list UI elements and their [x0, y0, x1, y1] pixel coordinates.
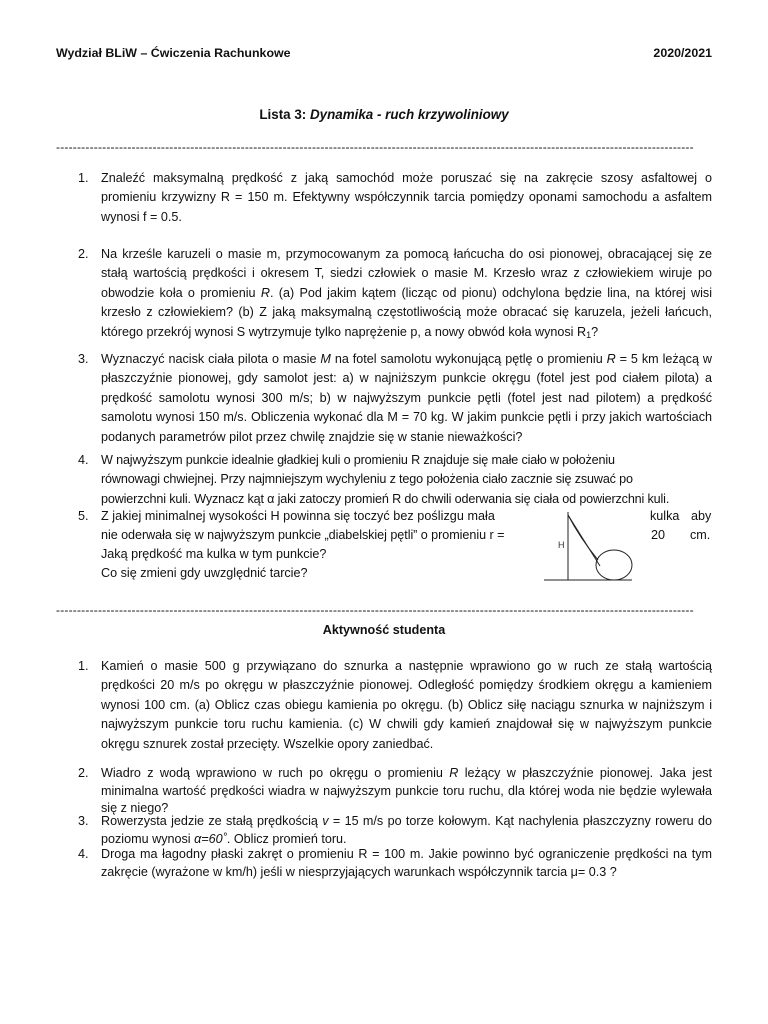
activity-number: 1.: [78, 659, 89, 673]
text-line: cm.: [690, 528, 711, 542]
problem-number: 5.: [78, 509, 89, 523]
text-line: Co się zmieni gdy uwzględnić tarcie?: [101, 566, 308, 580]
loop-circle: [596, 550, 632, 580]
problem-number: 2.: [78, 247, 89, 261]
height-label: H: [558, 540, 565, 550]
activity-text: Kamień o masie 500 g przywiązano do sznurka a następnie wprawiono go w ruch ze stałą wartością prędkości 20 m/s po okręgu w płaszczyźnie pionowej. Odległość pomiędzy środkiem okręgu a kamieniem wynosi 100 cm. (a) Oblicz czas obiegu kamienia po okręgu. (b) Oblicz siłę naciągu sznurka w najniższym i najwyższym punkcie toru ruchu kamienia. (c) W chwili gdy kamień znajdował się w najwyższym punkcie okręgu sznurek został przecięty. Wszelkie opory zaniedbać.: [101, 659, 712, 751]
text-line: kulka: [650, 509, 680, 523]
divider-bottom: --------------------------------------------------------------------------------------------------------------------------------------------------------: [56, 603, 694, 617]
text-part: leżący w płaszczyźnie pionowej. Jaka jest minimalna wartość prędkości wiadra w najwyższym punkcie toru ruchu, dla której woda nie będzie wylewała się z niego?: [101, 766, 712, 815]
activity-text: Droga ma łagodny płaski zakręt o promieniu R = 100 m. Jakie powinno być ograniczenie prędkości na tym zakręcie (wyrażone w km/h) jeśli w niesprzyjających warunkach współczynnik tarcia μ= 0.3 ?: [101, 847, 712, 879]
text-part: na fotel samolotu wykonującą pętlę o promieniu: [330, 352, 607, 366]
header-year: 2020/2021: [653, 46, 712, 60]
text-line: Jaką prędkość ma kulka w tym punkcie?: [101, 547, 327, 561]
activity-4: [56, 846, 712, 881]
symbol-m: M: [320, 352, 331, 366]
activity-text: [101, 813, 712, 848]
title-topic: Dynamika - ruch krzywoliniowy: [309, 107, 509, 122]
problem-text: Znaleźć maksymalną prędkość z jaką samochód może poruszać się na zakręcie szosy asfaltowej o promieniu krzywizny R = 150 m. Efektywny współczynnik tarcia pomiędzy oponami samochodu a asfaltem wynosi f = 0.5.: [101, 171, 712, 224]
activity-1: [56, 657, 712, 754]
symbol-r: R: [606, 352, 616, 366]
problem-text: [101, 350, 712, 447]
problem-number: 3.: [78, 352, 89, 366]
problem-text: [101, 451, 712, 509]
activity-number: 3.: [78, 814, 89, 828]
problem-number: 4.: [78, 453, 89, 467]
problem-4: [56, 451, 712, 509]
text-part: = 15 m/s po torze kołowym. Kąt nachylenia płaszczyzny roweru do poziomu wynosi: [101, 814, 712, 846]
text-part: . (a) Pod jakim kątem (licząc od pionu) odchylona będzie lina, na której wisi krzesło z człowiekiem? (b) Z jaką maksymalną częstotliwością może obracać się karuzela, jeżeli łańcuch, którego przekrój wynosi S wytrzymuje tylko naprężenie p, a nowy obwód koła wynosi R: [101, 285, 712, 339]
text-line: aby: [691, 509, 712, 523]
text-line: nie oderwała się w najwyższym punkcie „diabelskiej pętli” o promieniu r =: [101, 528, 505, 542]
symbol-r: R: [449, 766, 459, 780]
text-part: ?: [591, 324, 599, 339]
text-part: Wyznaczyć nacisk ciała pilota o masie: [101, 352, 321, 366]
problem-text: [101, 245, 712, 345]
text-part: Rowerzysta jedzie ze stałą prędkością: [101, 814, 323, 828]
loop-track-figure: [538, 510, 638, 585]
activity-number: 4.: [78, 847, 89, 861]
text-part: . Oblicz promień toru.: [226, 831, 347, 846]
text-line: 20: [651, 528, 666, 542]
activity-3: [56, 813, 712, 848]
text-line: Z jakiej minimalnej wysokości H powinna się toczyć bez poślizgu mała: [101, 509, 495, 523]
activity-number: 2.: [78, 766, 89, 780]
activity-text: [101, 765, 712, 818]
text-part: Wiadro z wodą wprawiono w ruch po okręgu o promieniu: [101, 766, 450, 780]
text-line: W najwyższym punkcie idealnie gładkiej kuli o promieniu R znajduje się małe ciało w położeniu: [101, 453, 615, 467]
problem-3: [56, 350, 712, 447]
text-line: równowagi chwiejnej. Przy najmniejszym wychyleniu z tego położenia ciało zacznie się zsuwać po: [101, 472, 633, 487]
page-title: [0, 105, 768, 124]
subscript: 1: [586, 329, 592, 340]
page-header: [56, 44, 712, 62]
problem-number: 1.: [78, 171, 89, 185]
symbol-alpha: α=60˚: [194, 831, 227, 846]
problem-1: [56, 169, 712, 227]
activity-2: [56, 765, 712, 818]
header-faculty: Wydział BLiW – Ćwiczenia Rachunkowe: [56, 46, 291, 60]
symbol-r: R: [260, 285, 270, 300]
symbol-v: v: [322, 814, 329, 828]
slope-line: [568, 515, 600, 566]
text-line: powierzchni kuli. Wyznacz kąt α jaki zatoczy promień R do chwili oderwania się ciała od powierzchni kuli.: [101, 491, 670, 506]
text-part: = 5 km leżącą w płaszczyźnie pionowej, gdy samolot jest: a) w najniższym punkcie okręgu (fotel jest pod ciałem pilota) a prędkość samolotu wynosi 300 m/s; b) w najwyższym punkcie pętli (fotel jest nad pilotem) a prędkość samolotu wynosi 150 m/s. Obliczenia wykonać dla M = 70 kg. W jakim punkcie pętli i przy jakich wartościach podanych parametrów pilot przez chwilę znajdzie się w stanie nieważkości?: [101, 352, 712, 444]
divider-top: --------------------------------------------------------------------------------------------------------------------------------------------------------: [56, 140, 694, 154]
title-prefix: Lista 3:: [259, 107, 310, 122]
section-title: Aktywność studenta: [322, 623, 446, 637]
text-part: Na krześle karuzeli o masie m, przymocowanym za pomocą łańcucha do osi pionowej, obracającej się ze stałą wartością prędkości i okresem T, siedzi człowiek o masie M. Krzesło wraz z człowiekiem wiruje po obwodzie koła o promieniu: [101, 247, 712, 300]
problem-2: [56, 245, 712, 345]
